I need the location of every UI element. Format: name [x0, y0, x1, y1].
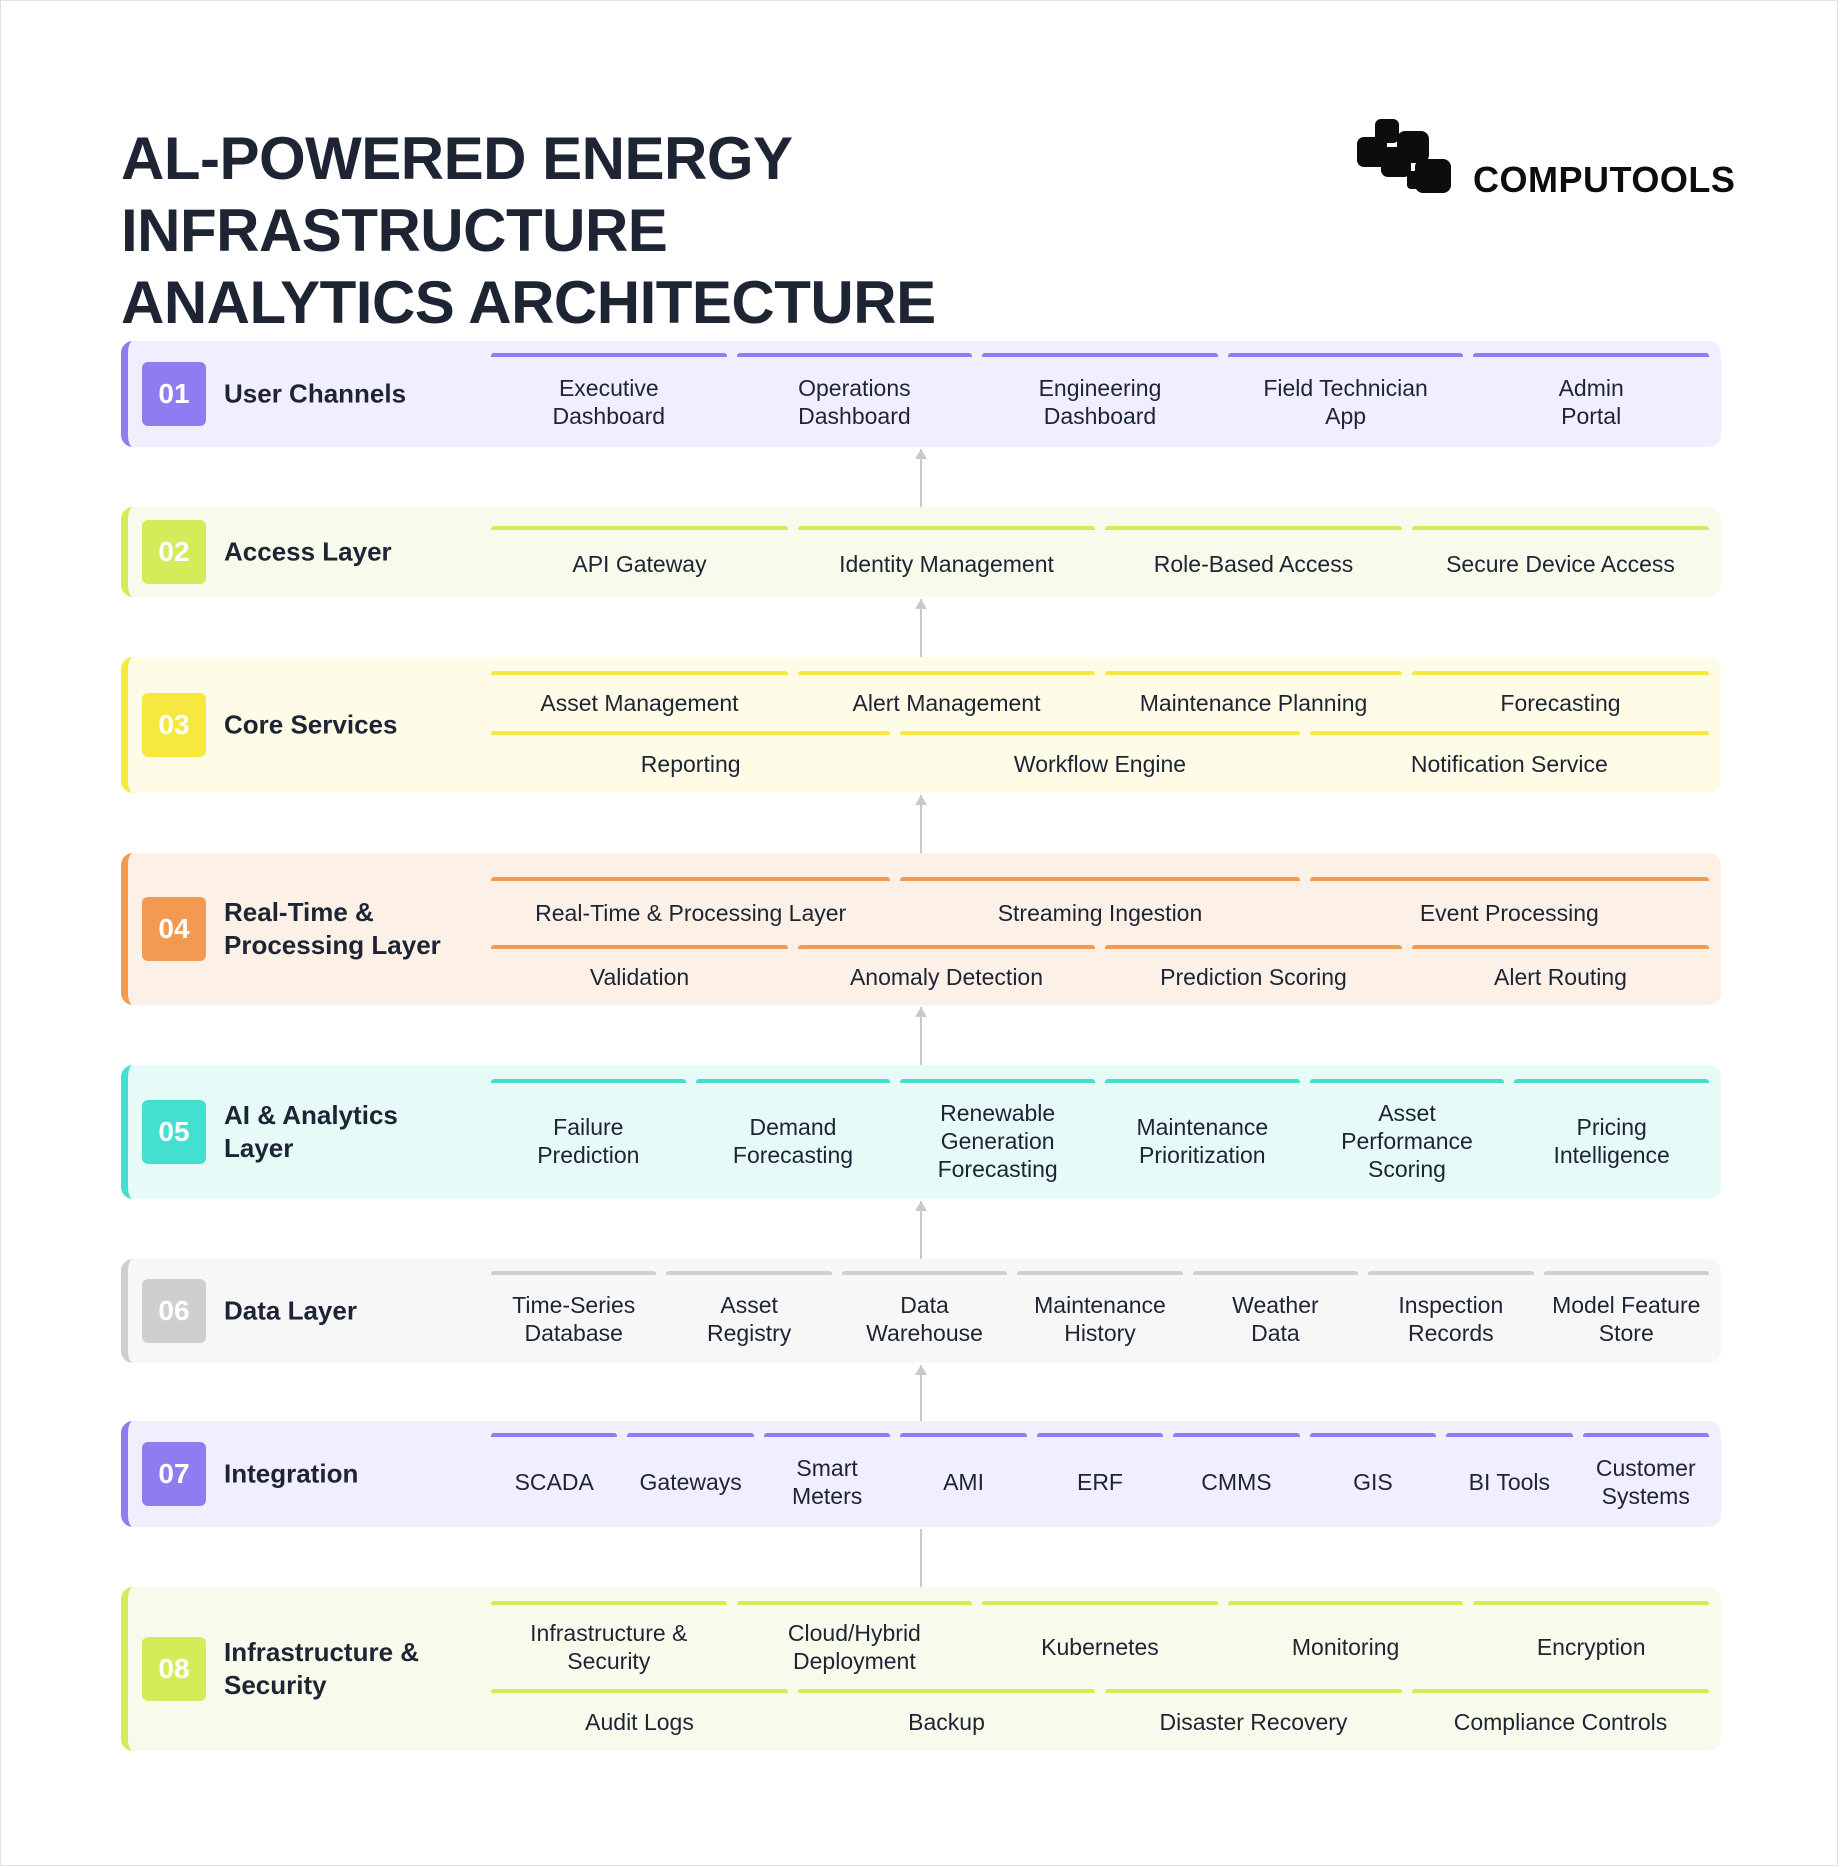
component-kubernetes: Kubernetes — [982, 1601, 1218, 1689]
component-backup: Backup — [798, 1689, 1095, 1751]
layer-08 — [121, 1587, 1721, 1751]
component-audit-logs: Audit Logs — [491, 1689, 788, 1751]
component-infrastructure-and-security: Infrastructure & Security — [491, 1601, 727, 1689]
title-line-2: ANALYTICS ARCHITECTURE — [121, 269, 936, 336]
component-cmms: CMMS — [1173, 1433, 1299, 1527]
component-admin-portal: Admin Portal — [1473, 353, 1709, 447]
component-asset-performance-scoring: Asset Performance Scoring — [1310, 1079, 1505, 1199]
component-notification-service: Notification Service — [1310, 731, 1709, 793]
layer-name: Real-Time & Processing Layer — [224, 897, 441, 960]
layer-07 — [121, 1421, 1721, 1527]
component-renewable-generation-forecasting: Renewable Generation Forecasting — [900, 1079, 1095, 1199]
component-asset-registry: Asset Registry — [666, 1271, 831, 1363]
layer-name: Access Layer — [224, 536, 392, 567]
layer-number-badge: 04 — [142, 897, 206, 961]
title-line-1: AL-POWERED ENERGY INFRASTRUCTURE — [121, 125, 792, 264]
component-forecasting: Forecasting — [1412, 671, 1709, 731]
component-scada: SCADA — [491, 1433, 617, 1527]
component-engineering-dashboard: Engineering Dashboard — [982, 353, 1218, 447]
component-pricing-intelligence: Pricing Intelligence — [1514, 1079, 1709, 1199]
component-weather-data: Weather Data — [1193, 1271, 1358, 1363]
component-ami: AMI — [900, 1433, 1026, 1527]
layer-number-badge: 07 — [142, 1442, 206, 1506]
layer-name: AI & Analytics Layer — [224, 1100, 398, 1163]
component-asset-management: Asset Management — [491, 671, 788, 731]
component-smart-meters: Smart Meters — [764, 1433, 890, 1527]
component-bi-tools: BI Tools — [1446, 1433, 1572, 1527]
layer-number-badge: 06 — [142, 1279, 206, 1343]
component-maintenance-planning: Maintenance Planning — [1105, 671, 1402, 731]
layer-name: Integration — [224, 1458, 359, 1489]
component-encryption: Encryption — [1473, 1601, 1709, 1689]
layer-06 — [121, 1259, 1721, 1363]
component-compliance-controls: Compliance Controls — [1412, 1689, 1709, 1751]
component-customer-systems: Customer Systems — [1583, 1433, 1709, 1527]
component-maintenance-history: Maintenance History — [1017, 1271, 1182, 1363]
component-inspection-records: Inspection Records — [1368, 1271, 1533, 1363]
component-failure-prediction: Failure Prediction — [491, 1079, 686, 1199]
component-alert-management: Alert Management — [798, 671, 1095, 731]
component-identity-management: Identity Management — [798, 526, 1095, 597]
component-workflow-engine: Workflow Engine — [900, 731, 1299, 793]
layer-number-badge: 05 — [142, 1100, 206, 1164]
component-cloud-hybrid-deployment: Cloud/Hybrid Deployment — [737, 1601, 973, 1689]
logo-wordmark: COMPUTOOLS — [1473, 159, 1736, 200]
layer-05 — [121, 1065, 1721, 1199]
layer-name: Data Layer — [224, 1295, 357, 1326]
component-disaster-recovery: Disaster Recovery — [1105, 1689, 1402, 1751]
component-secure-device-access: Secure Device Access — [1412, 526, 1709, 597]
layer-04 — [121, 853, 1721, 1005]
component-validation: Validation — [491, 945, 788, 1005]
layer-name: Infrastructure & Security — [224, 1637, 420, 1700]
component-role-based-access: Role-Based Access — [1105, 526, 1402, 597]
component-monitoring: Monitoring — [1228, 1601, 1464, 1689]
layer-03 — [121, 657, 1721, 793]
layer-name: Core Services — [224, 709, 398, 740]
component-prediction-scoring: Prediction Scoring — [1105, 945, 1402, 1005]
component-executive-dashboard: Executive Dashboard — [491, 353, 727, 447]
component-time-series-database: Time-Series Database — [491, 1271, 656, 1363]
component-gis: GIS — [1310, 1433, 1436, 1527]
component-gateways: Gateways — [627, 1433, 753, 1527]
component-event-processing: Event Processing — [1310, 877, 1709, 945]
component-alert-routing: Alert Routing — [1412, 945, 1709, 1005]
layer-02 — [121, 507, 1721, 597]
layer-01 — [121, 341, 1721, 447]
component-operations-dashboard: Operations Dashboard — [737, 353, 973, 447]
component-model-feature-store: Model Feature Store — [1544, 1271, 1709, 1363]
component-streaming-ingestion: Streaming Ingestion — [900, 877, 1299, 945]
component-maintenance-prioritization: Maintenance Prioritization — [1105, 1079, 1300, 1199]
layer-number-badge: 01 — [142, 362, 206, 426]
architecture-layers — [1, 1, 1838, 1866]
component-field-technician-app: Field Technician App — [1228, 353, 1464, 447]
component-data-warehouse: Data Warehouse — [842, 1271, 1007, 1363]
component-api-gateway: API Gateway — [491, 526, 788, 597]
layer-number-badge: 08 — [142, 1637, 206, 1701]
component-erf: ERF — [1037, 1433, 1163, 1527]
component-demand-forecasting: Demand Forecasting — [696, 1079, 891, 1199]
component-reporting: Reporting — [491, 731, 890, 793]
component-anomaly-detection: Anomaly Detection — [798, 945, 1095, 1005]
layer-number-badge: 02 — [142, 520, 206, 584]
component-real-time-and-processing-layer: Real-Time & Processing Layer — [491, 877, 890, 945]
layer-name: User Channels — [224, 378, 407, 409]
layer-number-badge: 03 — [142, 693, 206, 757]
